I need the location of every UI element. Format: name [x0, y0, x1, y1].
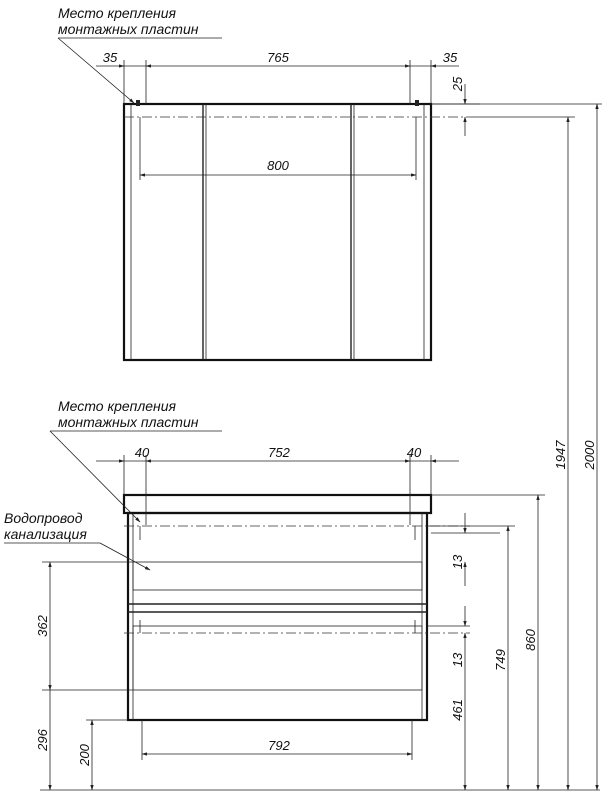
- top-note: [58, 5, 222, 103]
- top-cabinet-outline: [124, 104, 431, 360]
- top-dimensions: [96, 50, 480, 180]
- bottom-dim-width: 792: [268, 738, 290, 753]
- top-dim-vertical-offset: 25: [450, 76, 465, 92]
- top-note-line2: монтажных пластин: [58, 21, 199, 37]
- dim-floor-offset-b: 200: [77, 744, 92, 766]
- top-dim-width: 800: [267, 158, 289, 173]
- dim-upper-gap: 13: [450, 554, 465, 570]
- hatch-upper: [133, 562, 422, 590]
- top-dim-span: 765: [267, 50, 289, 65]
- dim-hatch-height: 362: [35, 615, 50, 637]
- bottom-dim-left-offset: 40: [134, 445, 150, 460]
- top-mount-point-left: [136, 100, 140, 106]
- pipe-note-line2: канализация: [4, 526, 87, 542]
- top-dim-right-offset: 35: [442, 50, 458, 65]
- bottom-note-line1: Место крепления: [58, 398, 177, 414]
- dim-height-a: 461: [450, 699, 465, 721]
- bottom-dim-right-offset: 40: [406, 445, 422, 460]
- dim-height-c: 860: [523, 629, 538, 651]
- hatch-lower: [133, 626, 422, 690]
- pipe-note-line1: Водопровод: [4, 510, 83, 526]
- dim-height-1947: 1947: [553, 440, 568, 470]
- dim-height-2000: 2000: [582, 440, 597, 470]
- countertop: [124, 495, 431, 513]
- left-vertical-dimensions: [35, 562, 133, 790]
- vanity-body: [128, 513, 427, 720]
- dim-floor-offset-a: 296: [35, 729, 50, 751]
- bottom-dim-span: 752: [268, 445, 290, 460]
- top-cabinet: [124, 100, 470, 360]
- top-note-line1: Место крепления: [58, 5, 177, 21]
- top-mount-point-right: [415, 100, 419, 106]
- bottom-width-dimension: [142, 720, 412, 760]
- top-dim-left-offset: 35: [102, 50, 118, 65]
- dim-lower-gap: 13: [450, 652, 465, 668]
- bottom-cabinet: [124, 495, 470, 720]
- bottom-note-line2: монтажных пластин: [58, 414, 199, 430]
- bottom-note: [50, 398, 222, 522]
- dim-height-b: 749: [493, 649, 508, 671]
